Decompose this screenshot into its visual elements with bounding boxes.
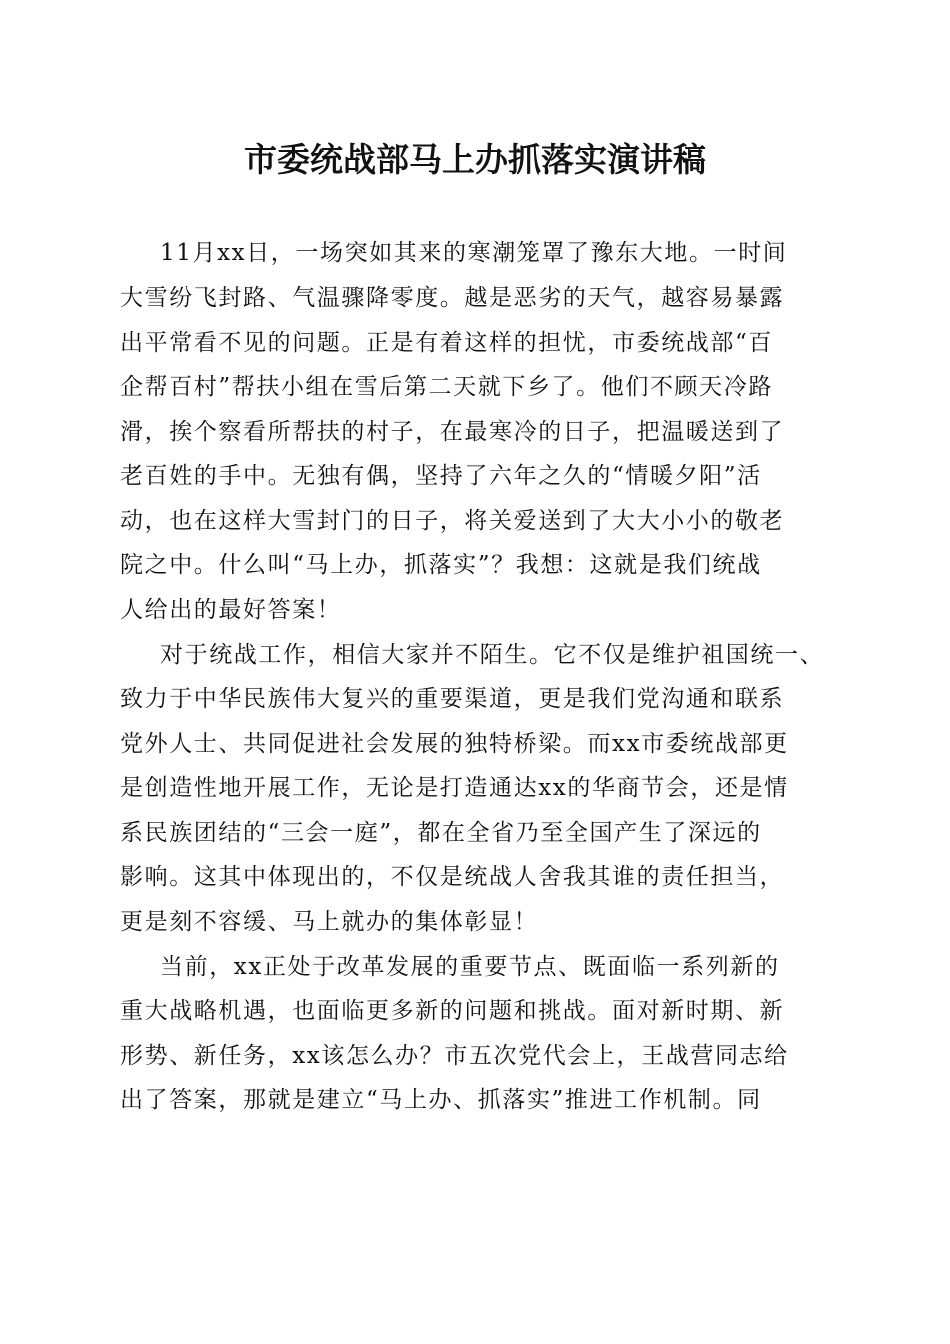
- paragraph-1-line-5: 滑，挨个察看所帮扶的村子，在最寒冷的日子，把温暖送到了: [120, 419, 785, 445]
- paragraph-2-line-5: 系民族团结的“三会一庭”，都在全省乃至全国产生了深远的: [120, 820, 762, 846]
- paragraph-3-line-1: 当前，xx正处于改革发展的重要节点、既面临一系列新的: [160, 954, 780, 980]
- paragraph-1-line-8: 院之中。什么叫“马上办，抓落实”？我想：这就是我们统战: [120, 552, 762, 578]
- paragraph-2-line-3: 党外人士、共同促进社会发展的独特桥梁。而xx市委统战部更: [120, 731, 789, 757]
- paragraph-2-line-4: 是创造性地开展工作，无论是打造通达xx的华商节会，还是情: [120, 775, 789, 801]
- paragraph-2-line-7: 更是刻不容缓、马上就办的集体彰显！: [120, 909, 539, 935]
- paragraph-1-line-4: 企帮百村”帮扶小组在雪后第二天就下乡了。他们不顾天冷路: [120, 374, 773, 400]
- paragraph-1-line-7: 动，也在这样大雪封门的日子，将关爱送到了大大小小的敬老: [120, 508, 785, 534]
- paragraph-1-line-6: 老百姓的手中。无独有偶，坚持了六年之久的“情暖夕阳”活: [120, 463, 762, 489]
- paragraph-1-line-3: 出平常看不见的问题。正是有着这样的担忧，市委统战部“百: [120, 330, 773, 356]
- paragraph-1-line-2: 大雪纷飞封路、气温骤降零度。越是恶劣的天气，越容易暴露: [120, 285, 785, 311]
- paragraph-3-line-2: 重大战略机遇，也面临更多新的问题和挑战。面对新时期、新: [120, 998, 785, 1024]
- paragraph-1-line-9: 人给出的最好答案！: [120, 597, 342, 623]
- document-title: 市委统战部马上办抓落实演讲稿: [244, 140, 706, 179]
- paragraph-2-line-2: 致力于中华民族伟大复兴的重要渠道，更是我们党沟通和联系: [120, 686, 785, 712]
- paragraph-2-line-1: 对于统战工作，相信大家并不陌生。它不仅是维护祖国统一、: [160, 642, 825, 668]
- paragraph-3-line-3: 形势、新任务，xx该怎么办？市五次党代会上，王战营同志给: [120, 1043, 789, 1069]
- paragraph-3-line-4: 出了答案，那就是建立“马上办、抓落实”推进工作机制。同: [120, 1087, 762, 1113]
- paragraph-1-line-1: 11月xx日，一场突如其来的寒潮笼罩了豫东大地。一时间: [160, 240, 788, 266]
- paragraph-2-line-6: 影响。这其中体现出的，不仅是统战人舍我其谁的责任担当，: [120, 864, 785, 890]
